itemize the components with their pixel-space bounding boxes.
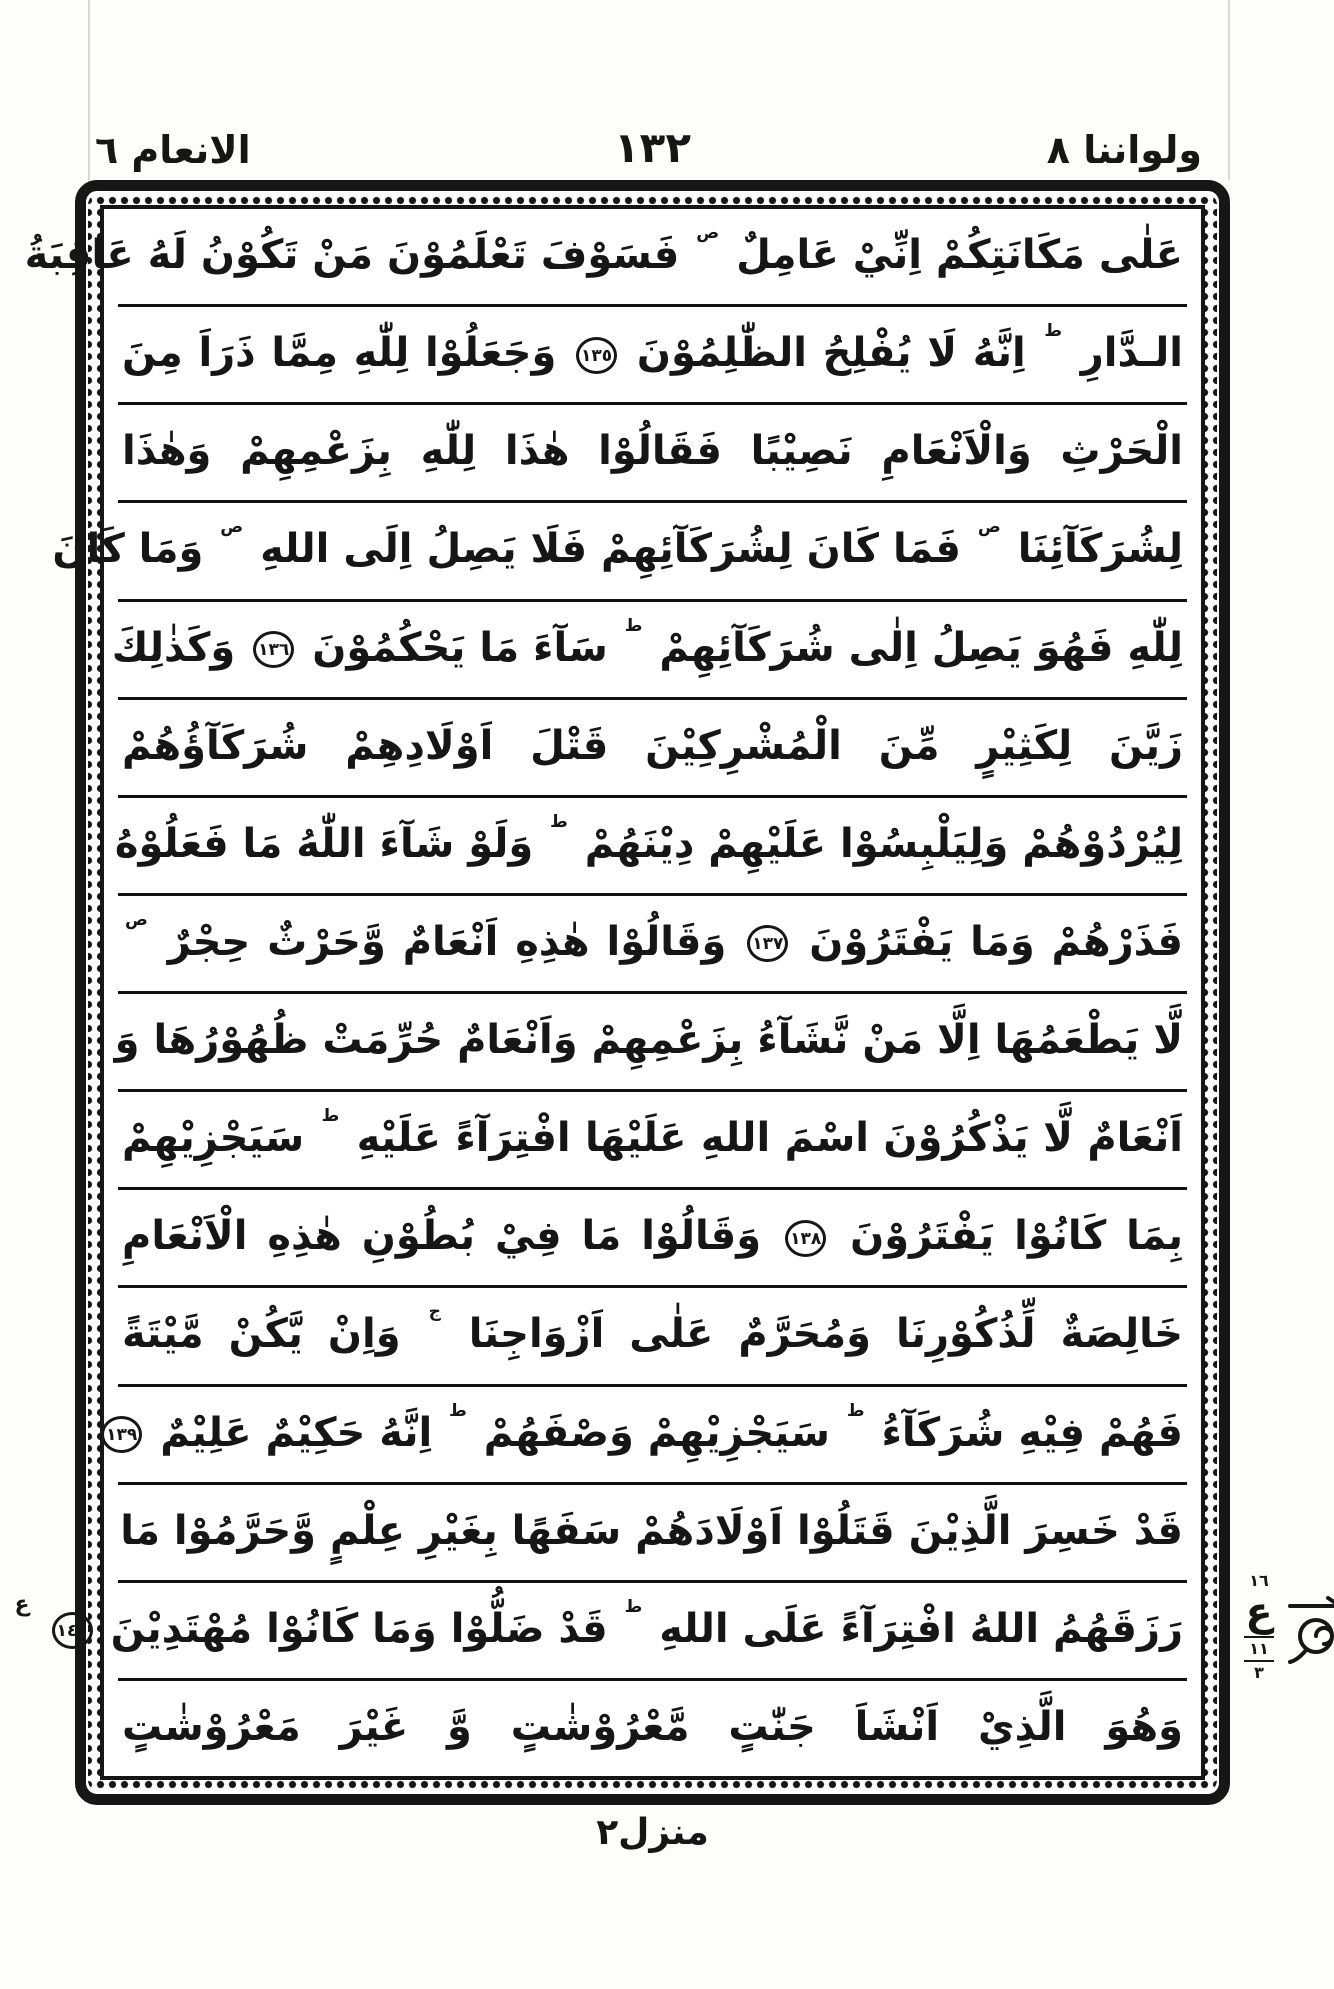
ayah-text: فَذَرْهُمْ وَمَا يَفْتَرُوْنَ <box>809 918 1183 965</box>
quran-line <box>52 503 1187 601</box>
ayah-text: اَنْعَامٌ لَّا يَذْكُرُوْنَ اسْمَ اللهِ عَلَيْهَا افْتِرَآءً عَلَيْهِ <box>356 1115 1183 1162</box>
ayah-text: زَيَّنَ لِكَثِيْرٍ مِّنَ الْمُشْرِكِيْنَ قَتْلَ اَوْلَادِهِمْ شُرَكَآؤُهُمْ <box>122 722 1183 769</box>
waqf-mark: ص <box>220 517 244 538</box>
ruku-margin-marker <box>1236 1572 1282 1682</box>
ayah-text: فَسَوْفَ تَعْلَمُوْنَ مَنْ تَكُوْنُ لَهُ عَاقِبَةُ <box>24 232 680 278</box>
ruku-in-surah-number: ١٦ <box>1249 1571 1269 1590</box>
ayah-text: وَهُوَ الَّذِيْ اَنْشَاَ جَنّٰتٍ مَّعْرُوْشٰتٍ وَّ غَيْرَ مَعْرُوْشٰتٍ <box>122 1703 1183 1750</box>
waqf-mark: ط <box>624 1596 643 1617</box>
ayah-text: سَيَجْزِيْهِمْ وَصْفَهُمْ <box>483 1409 830 1456</box>
ayah-text: الْحَرْثِ وَالْاَنْعَامِ نَصِيْبًا فَقَالُوْا هٰذَا لِلّٰهِ بِزَعْمِهِمْ وَهٰذَا <box>122 428 1183 475</box>
ayah-text: وَجَعَلُوْا لِلّٰهِ مِمَّا ذَرَاَ مِنَ <box>122 330 557 377</box>
ayah-text: لَّا يَطْعَمُهَا اِلَّا مَنْ نَّشَآءُ بِزَعْمِهِمْ وَاَنْعَامٌ حُرِّمَتْ ظُهُوْرُهَا وَ <box>114 1017 1183 1063</box>
ornament-bead-border <box>14 193 1217 1792</box>
waqf-mark: ط <box>321 1106 340 1127</box>
ruku-divider-bar <box>1244 1636 1274 1638</box>
ayah-text: الـدَّارِ <box>1080 330 1183 377</box>
quran-line <box>114 798 1187 896</box>
manzil-label: منزل٢ <box>596 1812 709 1853</box>
waqf-mark: ص <box>696 223 720 243</box>
ayah-text: اِنَّهُ حَكِيْمٌ عَلِيْمٌ <box>160 1409 433 1456</box>
ruku-ayat-count: ١١ <box>1249 1639 1269 1658</box>
quran-line <box>118 1485 1187 1583</box>
ayah-text: رَزَقَهُمُ اللهُ افْتِرَآءً عَلَى اللهِ <box>659 1605 1183 1652</box>
ruku-in-juz-number: ٣ <box>1254 1663 1264 1682</box>
ayah-text: وَقَالُوْا هٰذِهِ اَنْعَامٌ وَّحَرْثٌ حِجْرٌ <box>167 918 727 965</box>
quran-line <box>118 896 1187 994</box>
quran-line <box>118 405 1187 503</box>
ayah-text: قَدْ خَسِرَ الَّذِيْنَ قَتَلُوْا اَوْلَادَهُمْ سَفَهًا بِغَيْرِ عِلْمٍ وَّحَرَّمُوْا مَا <box>120 1507 1183 1554</box>
quran-line <box>118 1288 1187 1386</box>
ayah-number-badge: ١٤٠ <box>52 1612 93 1649</box>
waqf-mark: ط <box>1044 321 1063 342</box>
ayah-text: وَقَالُوْا مَا فِيْ بُطُوْنِ هٰذِهِ الْاَنْعَامِ <box>122 1213 762 1260</box>
ayah-number-badge: ١٣٥ <box>576 337 617 374</box>
ayah-text: قَدْ ضَلُّوْا وَمَا كَانُوْا مُهْتَدِيْنَ <box>110 1605 608 1652</box>
juz-label: ولواننا ٨ <box>1046 128 1202 172</box>
page-header <box>75 88 1230 172</box>
surah-label: الانعام ٦ <box>95 128 251 172</box>
hizb-flourish-icon <box>1286 1592 1334 1668</box>
ayah-text: لِلّٰهِ فَهُوَ يَصِلُ اِلٰى شُرَكَآئِهِمْ <box>659 624 1183 671</box>
ayah-number-badge: ١٣٩ <box>101 1416 142 1453</box>
ayah-text: وَلَوْ شَآءَ اللّٰهُ مَا فَعَلُوْهُ <box>114 820 534 867</box>
ayah-text: فَمَا كَانَ لِشُرَكَآئِهِمْ فَلَا يَصِلُ اِلَى اللهِ <box>260 526 961 573</box>
ayah-text: وَاِنْ يَّكُنْ مَّيْتَةً <box>122 1311 401 1358</box>
quran-line <box>14 1583 1187 1681</box>
waqf-mark: ج <box>428 1302 441 1323</box>
quran-frame <box>14 180 1230 1805</box>
quran-line <box>106 1387 1187 1485</box>
quran-line <box>118 1190 1187 1288</box>
page-number: ١٣٢ <box>614 123 691 172</box>
quran-line <box>118 1681 1187 1776</box>
waqf-mark: ط <box>550 811 568 832</box>
ayah-text: بِمَا كَانُوْا يَفْتَرُوْنَ <box>850 1213 1184 1260</box>
ayah-text: لِشُرَكَآئِنَا <box>1017 526 1183 573</box>
quran-line <box>118 1092 1187 1190</box>
ayah-number-badge: ١٣٦ <box>253 631 294 668</box>
ayah-text: سَآءَ مَا يَحْكُمُوْنَ <box>312 624 608 671</box>
ayah-text: لِيُرْدُوْهُمْ وَلِيَلْبِسُوْا عَلَيْهِمْ دِيْنَهُمْ <box>584 820 1183 867</box>
waqf-mark: ط <box>449 1400 467 1421</box>
ruku-ain-letter: ع <box>1245 1589 1273 1635</box>
ayah-text: وَكَذٰلِكَ <box>111 624 236 671</box>
ayah-text: وَمَا كَانَ <box>52 526 204 573</box>
quran-text-block <box>14 205 1205 1780</box>
ayah-number-badge: ١٣٧ <box>747 925 788 962</box>
ayah-number-badge: ١٣٨ <box>785 1220 826 1257</box>
ruku-end-mark: ع <box>14 1591 30 1617</box>
ayah-text: سَيَجْزِيْهِمْ <box>122 1115 305 1162</box>
page-footer <box>75 1812 1230 1853</box>
ruku-divider-bar <box>1244 1660 1274 1662</box>
waqf-mark: ط <box>624 615 643 636</box>
quran-line <box>118 700 1187 798</box>
ayah-text: خَالِصَةٌ لِّذُكُوْرِنَا وَمُحَرَّمٌ عَلٰى اَزْوَاجِنَا <box>468 1311 1183 1358</box>
waqf-mark: ط <box>846 1400 865 1421</box>
ayah-text: فَهُمْ فِيْهِ شُرَكَآءُ <box>881 1409 1183 1456</box>
ayah-text: عَلٰى مَكَانَتِكُمْ اِنِّيْ عَامِلٌ <box>736 232 1183 278</box>
quran-line <box>24 209 1187 307</box>
waqf-mark: ص <box>977 517 1001 538</box>
ayah-text: اِنَّهُ لَا يُفْلِحُ الظّٰلِمُوْنَ <box>636 330 1026 377</box>
quran-line <box>114 994 1187 1092</box>
quran-line <box>111 602 1187 700</box>
quran-line <box>118 307 1187 405</box>
waqf-mark: ص <box>125 909 148 930</box>
